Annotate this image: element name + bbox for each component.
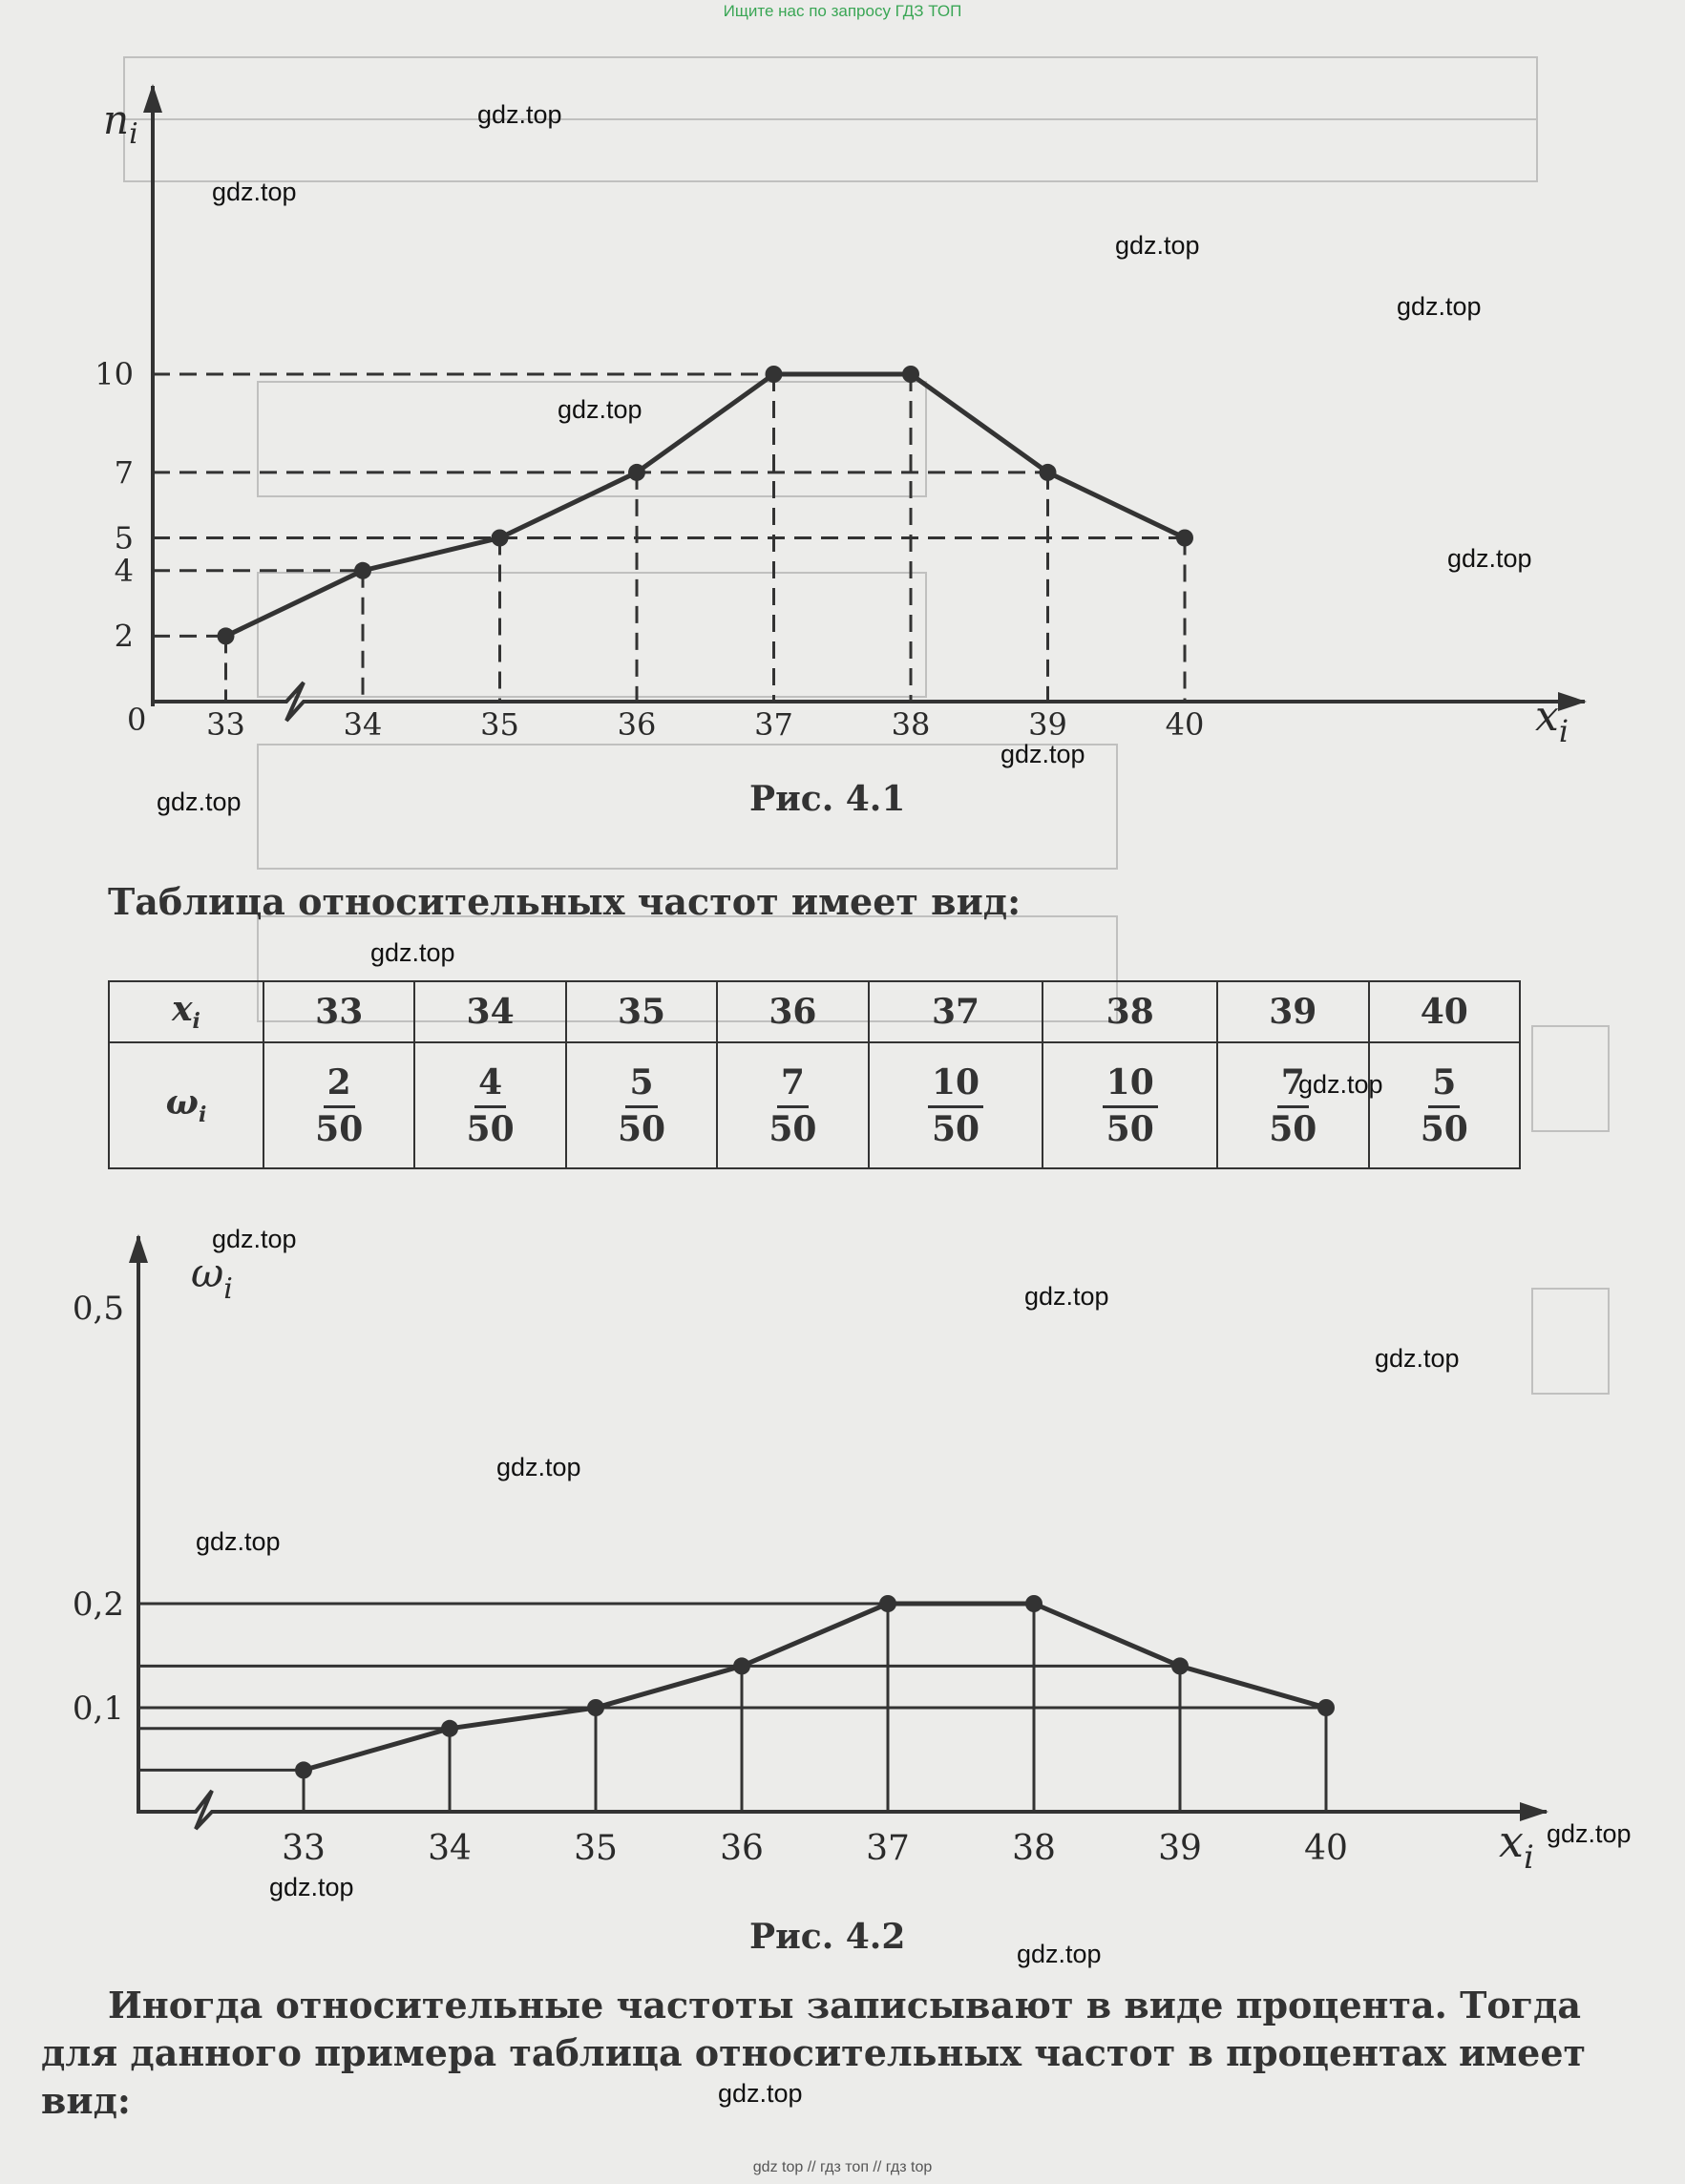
- site-watermark: gdz.top: [1000, 740, 1085, 768]
- table-cell: $\frac{7}{50}$: [1217, 1042, 1368, 1168]
- site-watermark: gdz.top: [496, 1453, 581, 1481]
- table-cell: 34: [414, 981, 565, 1042]
- y-tick-label: 0,5: [72, 1290, 124, 1328]
- polygon-line: [304, 1604, 1326, 1770]
- x-tick-label: 34: [428, 1829, 472, 1868]
- x-axis-break: [138, 1791, 1547, 1829]
- table-row-x: [109, 981, 1520, 1042]
- x-tick-label: 39: [1028, 706, 1067, 743]
- x-tick-label: 39: [1158, 1829, 1202, 1868]
- data-point: [879, 1595, 896, 1612]
- x-axis-label: $x_i$: [1535, 692, 1569, 749]
- x-tick-label: 38: [1012, 1829, 1056, 1868]
- y-tick-label: 5: [114, 519, 134, 556]
- table-cell: $\frac{10}{50}$: [869, 1042, 1043, 1168]
- y-tick-label: 0,2: [72, 1586, 124, 1624]
- site-watermark: gdz.top: [1024, 1282, 1109, 1311]
- site-watermark: gdz.top: [1447, 544, 1532, 573]
- x-tick-label: 33: [206, 706, 245, 743]
- table-cell: $\frac{10}{50}$: [1043, 1042, 1217, 1168]
- figure1-caption: Рис. 4.1: [749, 779, 906, 819]
- site-watermark: gdz.top: [477, 100, 562, 129]
- table-cell: 38: [1043, 981, 1217, 1042]
- y-tick-label: 2: [114, 618, 134, 655]
- table-cell: $\frac{5}{50}$: [566, 1042, 717, 1168]
- site-watermark: gdz.top: [269, 1873, 354, 1901]
- data-point: [354, 562, 371, 579]
- table-intro-text: Таблица относительных частот имеет вид:: [108, 880, 1022, 923]
- data-point: [492, 530, 509, 547]
- y-tick-label: 4: [114, 552, 134, 589]
- table-cell: 36: [717, 981, 868, 1042]
- x-axis-label: $x_i$: [1499, 1816, 1534, 1877]
- site-watermark: gdz.top: [196, 1527, 281, 1556]
- y-axis-label: $n_i$: [103, 96, 138, 151]
- site-watermark: gdz.top: [1397, 292, 1482, 321]
- data-point: [628, 464, 645, 481]
- site-watermark: gdz.top: [212, 178, 297, 206]
- data-point: [902, 366, 919, 383]
- site-watermark: gdz.top: [1375, 1344, 1460, 1373]
- site-watermark: gdz.top: [370, 938, 455, 967]
- table-cell: 35: [566, 981, 717, 1042]
- footer-watermark: gdz top // гдз топ // гдз top: [752, 2159, 933, 2175]
- data-point: [587, 1699, 604, 1716]
- table-cell: $\frac{5}{50}$: [1369, 1042, 1521, 1168]
- data-point: [733, 1657, 750, 1674]
- site-watermark: gdz.top: [1547, 1819, 1632, 1848]
- site-watermark: gdz.top: [157, 788, 242, 816]
- polygon-chart-absolute-frequencies: [0, 57, 1685, 821]
- table-cell: 39: [1217, 981, 1368, 1042]
- data-point: [1171, 1657, 1189, 1674]
- data-point: [295, 1761, 312, 1778]
- table-cell: $\frac{2}{50}$: [263, 1042, 414, 1168]
- table-cell: 40: [1369, 981, 1521, 1042]
- site-watermark: gdz.top: [1298, 1070, 1383, 1099]
- polygon-line: [226, 374, 1186, 636]
- data-point: [1317, 1699, 1335, 1716]
- closing-text-line-1: Иногда относительные частоты записывают в виде процента. Тогда: [108, 1984, 1581, 2026]
- data-point: [218, 627, 235, 644]
- y-tick-label: 10: [95, 356, 134, 392]
- site-watermark: gdz.top: [558, 395, 642, 424]
- table-cell: 37: [869, 981, 1043, 1042]
- site-watermark: gdz.top: [718, 2079, 803, 2108]
- y-tick-label: 7: [114, 453, 134, 491]
- table-row-omega: [109, 1042, 1520, 1168]
- x-tick-label: 36: [617, 706, 657, 743]
- closing-text-line-3: вид:: [41, 2079, 131, 2122]
- site-watermark: gdz.top: [1115, 231, 1200, 260]
- data-point: [766, 366, 783, 383]
- x-tick-label: 34: [343, 706, 383, 743]
- x-tick-label: 35: [574, 1829, 618, 1868]
- site-watermark: gdz.top: [212, 1225, 297, 1253]
- data-point: [1176, 530, 1193, 547]
- x-tick-label: 37: [866, 1829, 910, 1868]
- y-tick-label: 0,1: [72, 1690, 124, 1728]
- table-cell: $\frac{7}{50}$: [717, 1042, 868, 1168]
- data-point: [1025, 1595, 1043, 1612]
- row-label-x: $x_i$: [109, 981, 263, 1042]
- x-tick-label: 40: [1165, 706, 1205, 743]
- x-tick-label: 38: [891, 706, 931, 743]
- x-tick-label: 40: [1304, 1829, 1348, 1868]
- header-watermark: Ищите нас по запросу ГДЗ ТОП: [723, 2, 962, 20]
- data-point: [441, 1720, 458, 1737]
- closing-text-line-2: для данного примера таблица относительных частот в процентах имеет: [41, 2031, 1587, 2074]
- table-cell: $\frac{4}{50}$: [414, 1042, 565, 1168]
- x-tick-label: 33: [282, 1829, 326, 1868]
- data-point: [1040, 464, 1057, 481]
- x-tick-label: 36: [720, 1829, 764, 1868]
- row-label-omega: $\omega_i$: [109, 1042, 263, 1168]
- y-axis-label: $\omega_i$: [191, 1250, 233, 1306]
- origin-label: 0: [127, 702, 147, 738]
- site-watermark: gdz.top: [1017, 1940, 1102, 1968]
- x-tick-label: 37: [754, 706, 793, 743]
- figure2-caption: Рис. 4.2: [749, 1917, 906, 1957]
- table-cell: 33: [263, 981, 414, 1042]
- x-tick-label: 35: [480, 706, 519, 743]
